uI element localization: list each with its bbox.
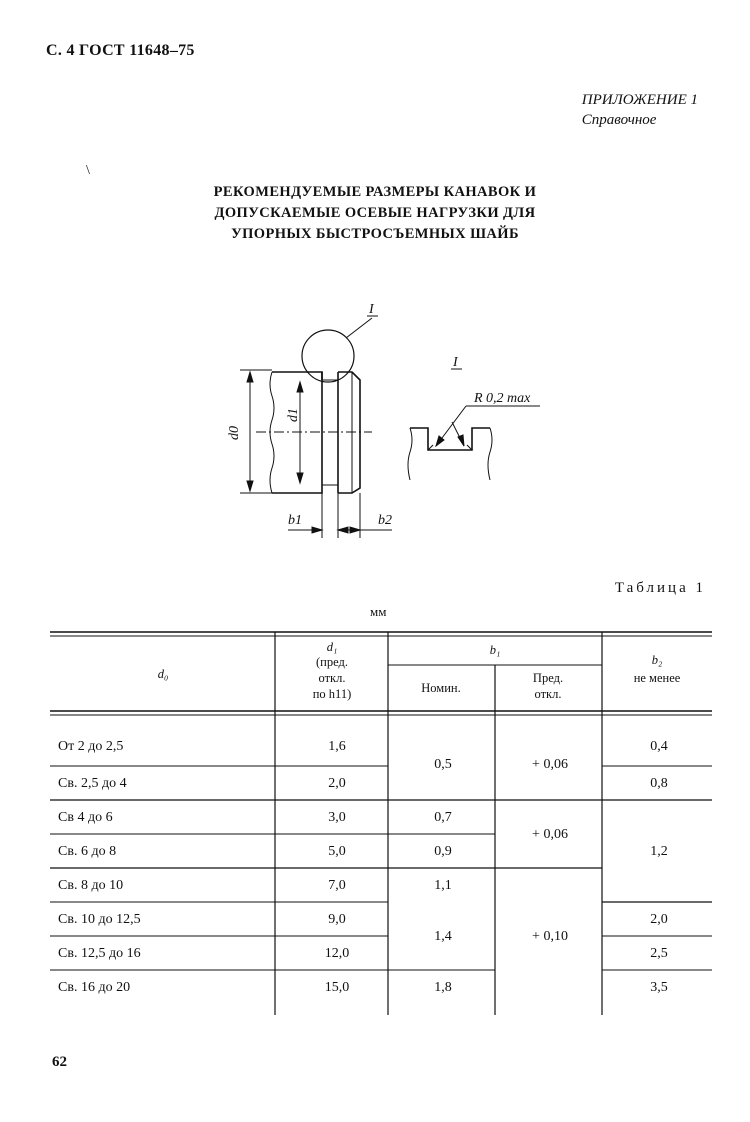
header-b1: b₁ [489, 643, 501, 657]
cell-d1-8: 15,0 [324, 980, 350, 995]
cell-d0-2: Св. 2,5 до 4 [58, 776, 127, 791]
cell-b1-nominal-4: 1,1 [434, 878, 452, 893]
cell-d1-7: 12,0 [324, 946, 350, 961]
cell-d0-1: От 2 до 2,5 [58, 739, 124, 754]
cell-b2-2: 0,8 [650, 776, 668, 791]
cell-b2-1: 0,4 [650, 739, 668, 754]
label-detail-callout: I [369, 302, 374, 317]
header-b2-note: не менее [633, 671, 681, 685]
header-b1-nominal: Номин. [421, 681, 461, 695]
cell-d0-6: Св. 10 до 12,5 [58, 912, 141, 927]
cell-d0-4: Св. 6 до 8 [58, 844, 117, 859]
cell-b2-3: 1,2 [650, 844, 668, 859]
cell-d1-4: 5,0 [328, 844, 346, 859]
cell-b1-deviation-3: + 0,10 [532, 929, 568, 944]
cell-d0-7: Св. 12,5 до 16 [58, 946, 141, 961]
header-b1-deviation-1: Пред. [532, 671, 564, 685]
cell-b2-4: 2,0 [650, 912, 668, 927]
cell-d1-3: 3,0 [328, 810, 346, 825]
page-number: 62 [52, 1054, 67, 1070]
cell-b1-nominal-1: 0,5 [434, 757, 452, 772]
title-line-2: ДОПУСКАЕМЫЕ ОСЕВЫЕ НАГРУЗКИ ДЛЯ [214, 205, 536, 221]
header-d1-note-1: (пред. [316, 655, 348, 669]
header-b2: b₂ [651, 653, 663, 667]
table-label: Таблица 1 [614, 580, 706, 596]
cell-d0-5: Св. 8 до 10 [58, 878, 124, 893]
table-units: мм [370, 604, 387, 619]
cell-d1-5: 7,0 [328, 878, 346, 893]
header-d1: d₁ [326, 640, 338, 654]
cell-b2-5: 2,5 [650, 946, 668, 961]
cell-d0-8: Св. 16 до 20 [58, 980, 131, 995]
cell-b1-nominal-6: 1,8 [434, 980, 452, 995]
document-header: С. 4 ГОСТ 11648–75 [46, 42, 195, 59]
label-b2: b2 [378, 513, 392, 528]
cell-d1-2: 2,0 [328, 776, 346, 791]
label-d1: d1 [286, 408, 301, 422]
stray-mark: \ [86, 163, 90, 178]
cell-b1-nominal-5: 1,4 [434, 929, 452, 944]
cell-d1-6: 9,0 [328, 912, 346, 927]
label-b1: b1 [288, 513, 302, 528]
label-d0: d0 [227, 426, 242, 440]
appendix-sublabel: Справочное [581, 112, 657, 128]
header-b1-deviation-2: откл. [534, 687, 562, 701]
appendix-label: ПРИЛОЖЕНИЕ 1 [581, 92, 698, 108]
title-line-1: РЕКОМЕНДУЕМЫЕ РАЗМЕРЫ КАНАВОК И [213, 184, 537, 200]
cell-d1-1: 1,6 [328, 739, 346, 754]
cell-b1-nominal-3: 0,9 [434, 844, 452, 859]
cell-b2-6: 3,5 [650, 980, 668, 995]
label-radius-note: R 0,2 max [474, 391, 531, 406]
title-line-3: УПОРНЫХ БЫСТРОСЪЕМНЫХ ШАЙБ [231, 226, 519, 242]
cell-d0-3: Св 4 до 6 [58, 810, 113, 825]
cell-b1-deviation-1: + 0,06 [532, 757, 568, 772]
cell-b1-nominal-2: 0,7 [434, 810, 452, 825]
header-d1-note-3: по h11) [312, 687, 352, 701]
label-detail-title: I [453, 355, 458, 370]
cell-b1-deviation-2: + 0,06 [532, 827, 568, 842]
header-d1-note-2: откл. [318, 671, 346, 685]
header-d0: d₀ [157, 667, 169, 681]
